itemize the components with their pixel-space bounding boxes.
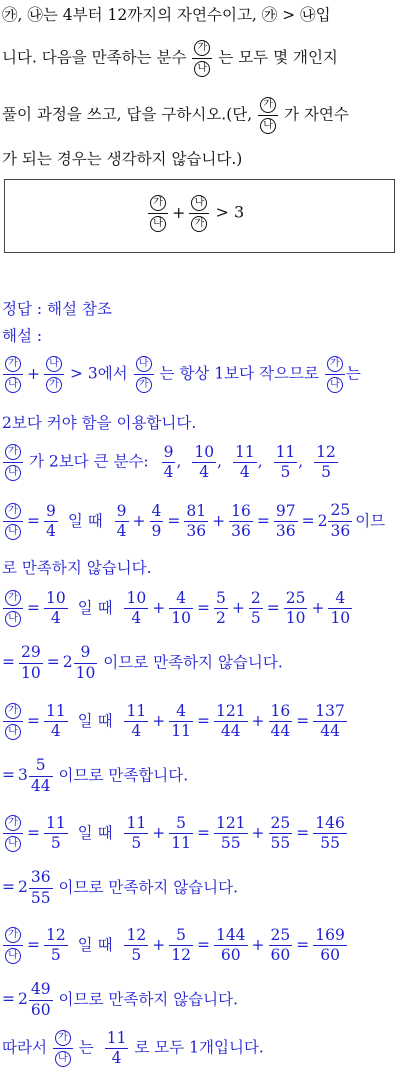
den: 55 <box>270 834 291 852</box>
case-1-line-1 <box>2 503 385 540</box>
num: 25 <box>285 588 306 607</box>
separator: , <box>298 452 304 471</box>
circle-na: 나 <box>194 61 210 77</box>
fraction <box>44 925 68 964</box>
condition-expression <box>147 194 244 232</box>
circle-na: 나 <box>5 465 21 481</box>
circle-ga: 가 <box>260 97 276 113</box>
text: 이므로 만족하지 않습니다. <box>58 878 239 897</box>
num: 11 <box>234 442 255 461</box>
fraction-ga-over-na <box>3 590 23 627</box>
fraction <box>184 501 208 540</box>
explanation-line-1 <box>2 356 361 393</box>
num: 10 <box>46 588 66 607</box>
fraction <box>124 925 148 964</box>
plus-sign: + <box>132 511 146 530</box>
circle-ga: 가 <box>194 40 210 56</box>
fraction <box>169 701 193 740</box>
den: 36 <box>275 522 296 540</box>
den: 36 <box>186 522 207 540</box>
den: 5 <box>280 463 291 481</box>
fraction <box>124 813 148 852</box>
plus-sign: + <box>27 364 40 383</box>
problem-line-3 <box>2 97 349 134</box>
equals-sign: = <box>27 598 40 617</box>
circle-ga: 가 <box>5 703 21 719</box>
circle-na: 나 <box>150 216 166 232</box>
answer-header-text: 정답 : 해설 참조 <box>2 300 112 318</box>
fraction-ga-over-na <box>258 97 278 134</box>
num: 11 <box>126 701 147 720</box>
equals-sign: = <box>196 711 210 730</box>
den: 10 <box>21 663 41 682</box>
fraction-ga-over-na <box>53 1030 73 1067</box>
equals-sign: = <box>196 935 210 954</box>
candidate-fraction <box>233 442 257 481</box>
fraction-ga-over-na <box>3 356 23 393</box>
num: 25 <box>270 925 291 944</box>
circle-ga: 가 <box>150 195 166 211</box>
fraction <box>169 813 193 852</box>
text: 이므 <box>355 511 386 530</box>
num: 10 <box>194 442 215 461</box>
plus-sign: + <box>212 511 226 530</box>
fraction <box>44 813 68 852</box>
den: 44 <box>320 722 340 740</box>
equals-sign: = <box>296 935 310 954</box>
candidate-fraction <box>162 442 176 481</box>
case-3-line-2 <box>2 758 188 794</box>
case-2-line-1 <box>2 590 353 627</box>
case-3-line-1 <box>2 703 348 740</box>
mixed-number <box>18 758 54 794</box>
equals-sign: = <box>196 598 210 617</box>
fraction <box>124 588 148 627</box>
circle-na: 나 <box>5 377 21 393</box>
num: 16 <box>231 501 251 520</box>
den: 5 <box>131 834 142 852</box>
circle-ga: 가 <box>5 590 21 606</box>
problem-line-1 <box>2 8 331 24</box>
num: 11 <box>126 813 147 832</box>
fraction <box>269 701 293 740</box>
equals-sign: = <box>256 511 270 530</box>
fraction <box>19 645 43 681</box>
den: 60 <box>320 946 340 964</box>
plus-sign: + <box>152 823 166 842</box>
problem-line-2-text-a: 니다. 다음을 만족하는 분수 <box>2 48 187 67</box>
plus-sign: + <box>152 711 166 730</box>
text: 일 때 <box>77 598 113 617</box>
problem-line-2-text-b: 는 모두 몇 개인지 <box>218 48 338 67</box>
case-5-line-1 <box>2 927 348 964</box>
fraction <box>44 701 68 740</box>
circle-na: 나 <box>5 836 21 852</box>
num: 9 <box>80 643 91 661</box>
final-answer <box>2 1030 264 1067</box>
case-2-line-2 <box>2 645 283 681</box>
candidates-line <box>2 444 339 481</box>
num: 12 <box>46 925 66 944</box>
problem-line-3-text-b: 가 자연수 <box>284 105 349 124</box>
num: 9 <box>46 501 56 520</box>
den: 2 <box>215 609 226 627</box>
plus-sign: + <box>152 935 166 954</box>
whole: 2 <box>18 990 28 1009</box>
num: 29 <box>21 643 41 662</box>
num: 11 <box>275 442 296 461</box>
equals-sign: = <box>296 823 310 842</box>
num: 121 <box>215 701 246 720</box>
fraction <box>229 501 253 540</box>
num: 144 <box>215 925 246 944</box>
explanation-line-2 <box>2 416 196 432</box>
num: 49 <box>30 980 51 998</box>
text: 는 <box>78 1038 94 1057</box>
num: 81 <box>186 501 207 520</box>
den: 44 <box>220 722 241 740</box>
num: 11 <box>106 1028 127 1047</box>
case-4-line-1 <box>2 815 348 852</box>
den: 4 <box>50 609 61 627</box>
fraction-na-over-ga <box>189 194 209 232</box>
den: 4 <box>163 463 174 481</box>
equals-sign: = <box>196 823 210 842</box>
num: 25 <box>270 813 291 832</box>
den: 10 <box>330 609 351 627</box>
den: 4 <box>199 463 210 481</box>
circle-na: 나 <box>260 118 276 134</box>
fraction <box>169 588 193 627</box>
den: 5 <box>321 463 331 481</box>
den: 4 <box>50 722 61 740</box>
circle-na: 나 <box>191 195 207 211</box>
candidate-fraction <box>192 442 216 481</box>
fraction <box>214 925 248 964</box>
den: 11 <box>171 834 191 852</box>
separator: , <box>217 452 223 471</box>
plus-sign: + <box>152 598 166 617</box>
text: 는 항상 1보다 작으므로 <box>159 364 319 383</box>
problem-line-4 <box>2 152 242 168</box>
text: 이므로 만족합니다. <box>58 766 189 785</box>
text: 이므로 만족하지 않습니다. <box>103 653 283 672</box>
equals-sign: = <box>2 878 15 897</box>
den: 4 <box>111 1049 122 1067</box>
fraction <box>284 588 308 627</box>
text: 따라서 <box>2 1038 47 1057</box>
text: 가 2보다 큰 분수: <box>28 452 149 471</box>
fraction <box>150 501 164 540</box>
text: 일 때 <box>67 511 103 530</box>
text: 로 만족하지 않습니다. <box>2 559 152 577</box>
fraction <box>274 501 298 540</box>
den: 60 <box>220 946 241 964</box>
circle-na: 나 <box>5 524 21 540</box>
equals-sign: = <box>27 511 40 530</box>
num: 146 <box>315 813 345 832</box>
circle-na: 나 <box>327 377 343 393</box>
fraction-na-over-ga <box>44 356 64 393</box>
answer-header <box>2 302 112 318</box>
den: 10 <box>285 609 306 627</box>
text: > 3에서 <box>69 364 128 383</box>
whole: 2 <box>317 511 328 530</box>
fraction <box>313 925 347 964</box>
fraction-ga-over-na <box>192 40 212 77</box>
num: 121 <box>215 813 246 832</box>
den: 5 <box>50 946 61 964</box>
circle-ga: 가 <box>136 377 152 393</box>
problem-line-4-text: 가 되는 경우는 생각하지 않습니다.) <box>2 150 243 168</box>
problem-line-3-text-a: 풀이 과정을 쓰고, 답을 구하시오.(단, <box>2 105 253 124</box>
mixed-number <box>18 870 54 906</box>
circle-ga: 가 <box>5 927 21 943</box>
candidate-fraction <box>314 442 338 481</box>
fraction <box>214 813 248 852</box>
num: 9 <box>163 442 174 461</box>
num: 4 <box>176 588 187 607</box>
den: 55 <box>220 834 241 852</box>
equals-sign: = <box>2 990 15 1009</box>
fraction-ga-over-na <box>3 927 23 964</box>
whole: 2 <box>18 878 28 897</box>
problem-line-2 <box>2 40 338 77</box>
num: 11 <box>46 701 66 720</box>
equals-sign: = <box>27 823 40 842</box>
circle-ga: 가 <box>46 377 62 393</box>
fraction <box>249 588 263 627</box>
den: 5 <box>250 609 261 627</box>
num: 5 <box>215 588 226 607</box>
plus-sign: + <box>251 711 265 730</box>
num: 12 <box>126 925 147 944</box>
candidate-fraction <box>274 442 298 481</box>
den: 60 <box>270 946 291 964</box>
equals-sign: = <box>296 711 310 730</box>
fraction-ga-over-na <box>3 503 23 540</box>
case-1-line-2 <box>2 561 152 577</box>
whole: 3 <box>18 766 28 785</box>
circle-ga: 가 <box>327 356 343 372</box>
den: 4 <box>116 522 127 540</box>
den: 44 <box>270 722 291 740</box>
text: 일 때 <box>77 823 113 842</box>
circle-na: 나 <box>136 356 152 372</box>
num: 12 <box>316 442 336 461</box>
den: 9 <box>151 522 162 540</box>
condition-box <box>4 179 395 253</box>
num: 9 <box>116 501 127 520</box>
plus-sign: + <box>172 202 186 222</box>
equals-sign: = <box>266 598 280 617</box>
fraction-ga-over-na <box>148 194 168 232</box>
case-4-line-2 <box>2 870 238 906</box>
circle-ga: 가 <box>5 503 21 519</box>
fraction <box>44 588 68 627</box>
den: 12 <box>171 946 191 964</box>
text: 로 모두 1개입니다. <box>134 1038 264 1057</box>
num: 137 <box>315 701 345 720</box>
num: 5 <box>35 756 46 774</box>
mixed-number <box>63 645 99 681</box>
text: 는 <box>345 364 361 383</box>
plus-sign: + <box>251 823 265 842</box>
mixed-number <box>18 982 54 1018</box>
num: 16 <box>270 701 291 720</box>
num: 169 <box>315 925 345 944</box>
fraction <box>214 588 228 627</box>
den: 11 <box>171 722 191 740</box>
fraction <box>214 701 248 740</box>
fraction-na-over-ga <box>134 356 154 393</box>
num: 2 <box>250 588 261 607</box>
num: 4 <box>151 501 162 520</box>
separator: , <box>176 452 182 471</box>
fraction <box>115 501 129 540</box>
den: 44 <box>30 776 51 795</box>
fraction <box>269 925 293 964</box>
circle-na: 나 <box>5 948 21 964</box>
circle-ga: 가 <box>191 216 207 232</box>
plus-sign: + <box>311 598 325 617</box>
num: 10 <box>126 588 147 607</box>
problem-line-1-text: ㉮, ㉯는 4부터 12까지의 자연수이고, ㉮ > ㉯입 <box>2 6 331 24</box>
text: 일 때 <box>77 711 113 730</box>
den: 4 <box>46 522 56 540</box>
num: 11 <box>46 813 66 832</box>
den: 10 <box>171 609 191 627</box>
text: 이므로 만족하지 않습니다. <box>58 990 239 1009</box>
explanation-label <box>2 329 42 345</box>
den: 5 <box>131 946 142 964</box>
circle-ga: 가 <box>5 444 21 460</box>
den: 36 <box>231 522 251 540</box>
num: 5 <box>176 813 187 832</box>
circle-na: 나 <box>5 611 21 627</box>
num: 25 <box>330 501 351 520</box>
equals-sign: = <box>27 711 40 730</box>
circle-ga: 가 <box>5 356 21 372</box>
den: 10 <box>75 663 96 682</box>
den: 4 <box>131 722 142 740</box>
text: 일 때 <box>77 935 113 954</box>
condition-relation: > 3 <box>215 202 245 222</box>
fraction-ga-over-na <box>3 444 23 481</box>
fraction <box>313 701 347 740</box>
fraction <box>313 813 347 852</box>
den: 5 <box>50 834 61 852</box>
fraction <box>169 925 193 964</box>
den: 36 <box>330 521 351 540</box>
fraction-ga-over-na <box>325 356 345 393</box>
plus-sign: + <box>251 935 265 954</box>
circle-na: 나 <box>46 356 62 372</box>
fraction <box>44 501 58 540</box>
fraction <box>124 701 148 740</box>
fraction-ga-over-na <box>3 703 23 740</box>
fraction <box>269 813 293 852</box>
num: 4 <box>176 701 187 720</box>
equals-sign: = <box>2 766 15 785</box>
den: 60 <box>30 1000 51 1019</box>
num: 36 <box>30 868 51 886</box>
circle-ga: 가 <box>5 815 21 831</box>
fraction-ga-over-na <box>3 815 23 852</box>
fraction <box>328 588 352 627</box>
explanation-label-text: 해설 : <box>2 327 43 345</box>
case-5-line-2 <box>2 982 238 1018</box>
plus-sign: + <box>231 598 245 617</box>
num: 5 <box>176 925 187 944</box>
separator: , <box>257 452 263 471</box>
equals-sign: = <box>46 653 60 672</box>
equals-sign: = <box>2 653 15 672</box>
equals-sign: = <box>167 511 181 530</box>
den: 55 <box>30 888 51 907</box>
den: 55 <box>320 834 340 852</box>
whole: 2 <box>62 653 73 672</box>
fraction <box>105 1028 129 1067</box>
circle-ga: 가 <box>55 1030 71 1046</box>
den: 4 <box>239 463 250 481</box>
circle-na: 나 <box>5 724 21 740</box>
equals-sign: = <box>27 935 40 954</box>
mixed-number <box>318 503 354 539</box>
den: 4 <box>131 609 142 627</box>
circle-na: 나 <box>55 1051 71 1067</box>
num: 97 <box>275 501 296 520</box>
equals-sign: = <box>301 511 315 530</box>
text: 2보다 커야 함을 이용합니다. <box>2 414 197 432</box>
num: 4 <box>335 588 346 607</box>
